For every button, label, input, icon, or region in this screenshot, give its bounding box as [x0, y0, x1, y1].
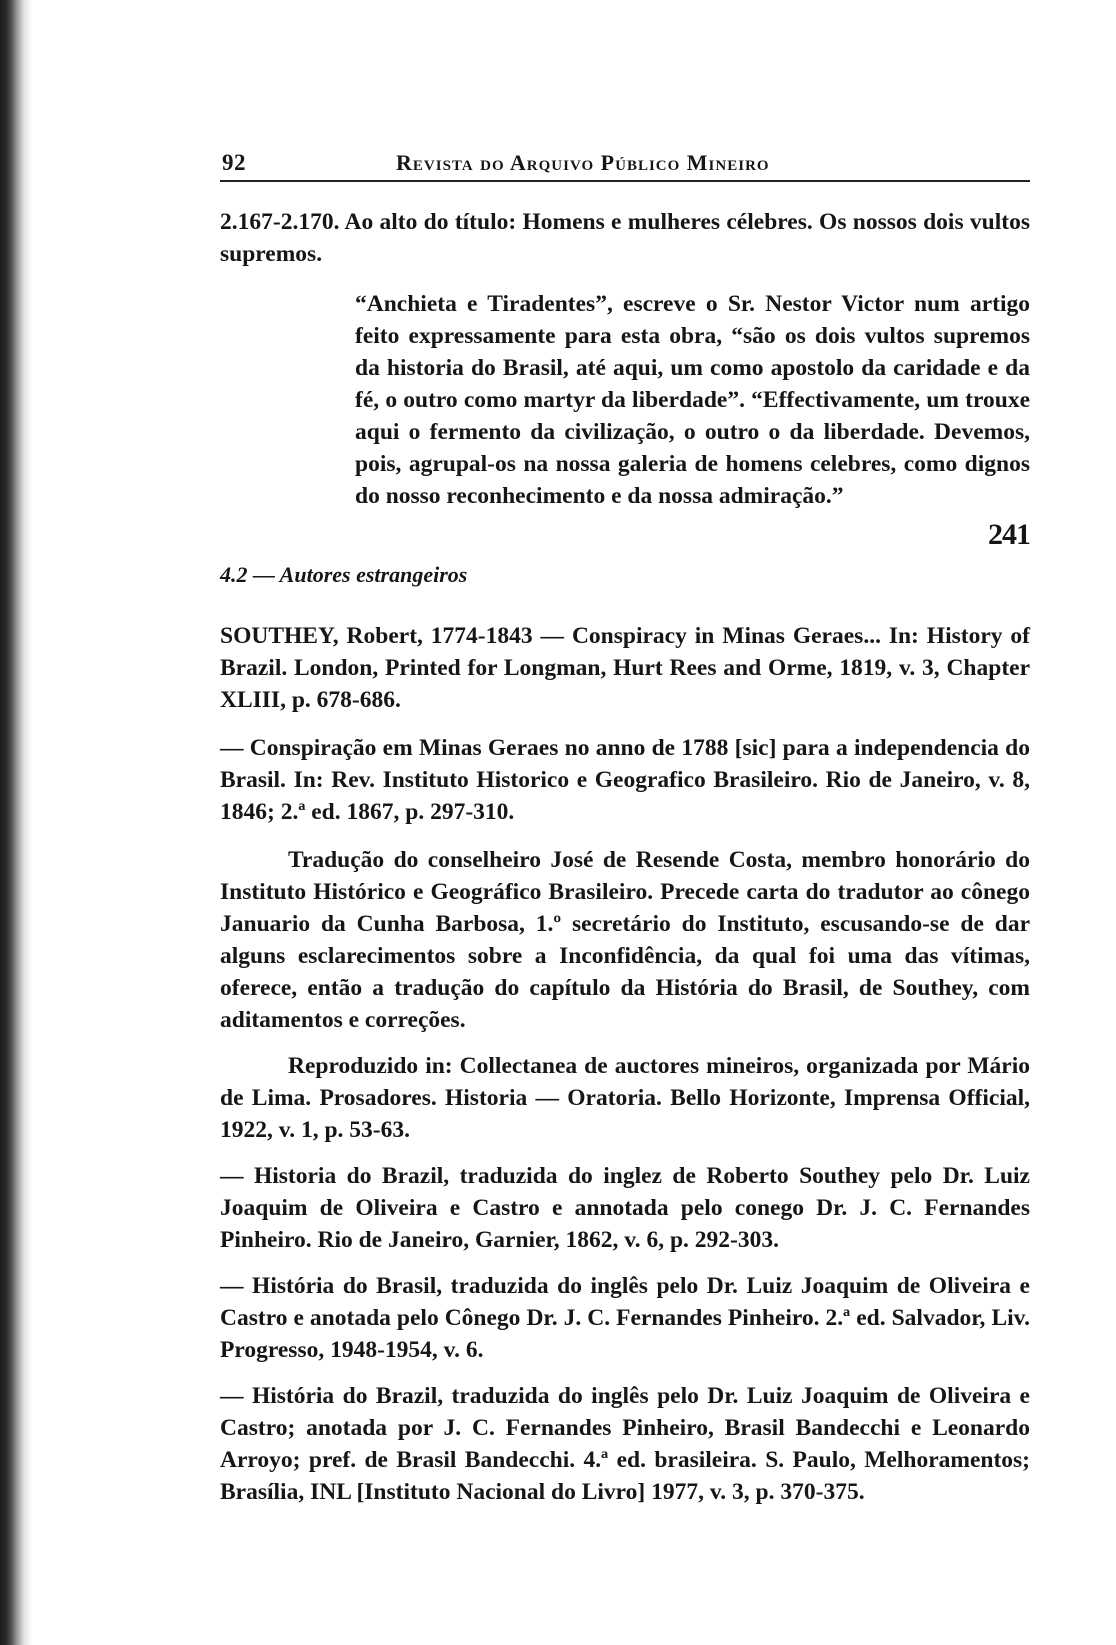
bibliography-entry-southey-conspiracy: SOUTHEY, Robert, 1774-1843 — Conspiracy in Minas Geraes... In: History of Brazil. London, Printed for Longman, Hurt Rees and Orme, 1819, v. 3, Chapter XLIII, p. 678-686.: [220, 623, 1030, 713]
entry-2167-quote: “Anchieta e Tiradentes”, escreve o Sr. Nestor Victor num artigo feito expressamente para esta obra, “são os dois vultos supremos da historia do Brasil, até aqui, um como apostolo da caridade e da fé, o outro como martyr da liberdade”. “Effectivamente, um trouxe aqui o fermento da civilização, o outro o da liberdade. Devemos, pois, agrupal-os na nossa galeria de homens celebres, como dignos do nosso reconhecimento e da nossa admiração.”: [355, 291, 1030, 509]
annotation-translation-note: Tradução do conselheiro José de Resende Costa, membro honorário do Instituto Histórico e Geográfico Brasileiro. Precede carta do tradutor ao cônego Januario da Cunha Barbosa, 1.º secretário do Instituto, escusando-se de dar alguns esclarecimentos sobre a Inconfidência, da qual foi uma das vítimas, oferece, então a tradução do capítulo da História do Brasil, de Southey, com aditamentos e correções.: [220, 847, 1030, 1033]
bibliography-entry-historia-1977: — História do Brazil, traduzida do inglês pelo Dr. Luiz Joaquim de Oliveira e Castro; anotada por J. C. Fernandes Pinheiro, Brasil Bandecchi e Leonardo Arroyo; pref. de Brasil Bandecchi. 4.ª ed. brasileira. S. Paulo, Melhoramentos; Brasília, INL [Instituto Nacional do Livro] 1977, v. 3, p. 370-375.: [220, 1383, 1030, 1505]
entry-number-241: 241: [988, 518, 1030, 551]
running-title: Revista do Arquivo Público Mineiro: [396, 150, 770, 175]
bibliography-entry-historia-1948: — História do Brasil, traduzida do inglês pelo Dr. Luiz Joaquim de Oliveira e Castro e anotada pelo Cônego Dr. J. C. Fernandes Pinheiro. 2.ª ed. Salvador, Liv. Progresso, 1948-1954, v. 6.: [220, 1273, 1030, 1363]
book-binding-shadow: [0, 0, 32, 1645]
section-heading: 4.2 — Autores estrangeiros: [220, 562, 468, 587]
page-number: 92: [222, 150, 246, 175]
document-page: [220, 140, 1030, 1508]
bibliography-entry-historia-1862: — Historia do Brazil, traduzida do inglez de Roberto Southey pelo Dr. Luiz Joaquim de Oliveira e Castro e annotada pelo conego Dr. J. C. Fernandes Pinheiro. Rio de Janeiro, Garnier, 1862, v. 6, p. 292-303.: [220, 1163, 1030, 1253]
entry-2167-2170: 2.167-2.170. Ao alto do título: Homens e mulheres célebres. Os nossos dois vultos supremos.: [220, 209, 1030, 267]
bibliography-entry-conspiracao-minas: — Conspiração em Minas Geraes no anno de 1788 [sic] para a independencia do Brasil. In: Rev. Instituto Historico e Geografico Brasileiro. Rio de Janeiro, v. 8, 1846; 2.ª ed. 1867, p. 297-310.: [220, 735, 1030, 825]
page-header: [220, 140, 1030, 182]
annotation-reproduction-note: Reproduzido in: Collectanea de auctores mineiros, organizada por Mário de Lima. Prosadores. Historia — Oratoria. Bello Horizonte, Imprensa Official, 1922, v. 1, p. 53-63.: [220, 1053, 1030, 1143]
